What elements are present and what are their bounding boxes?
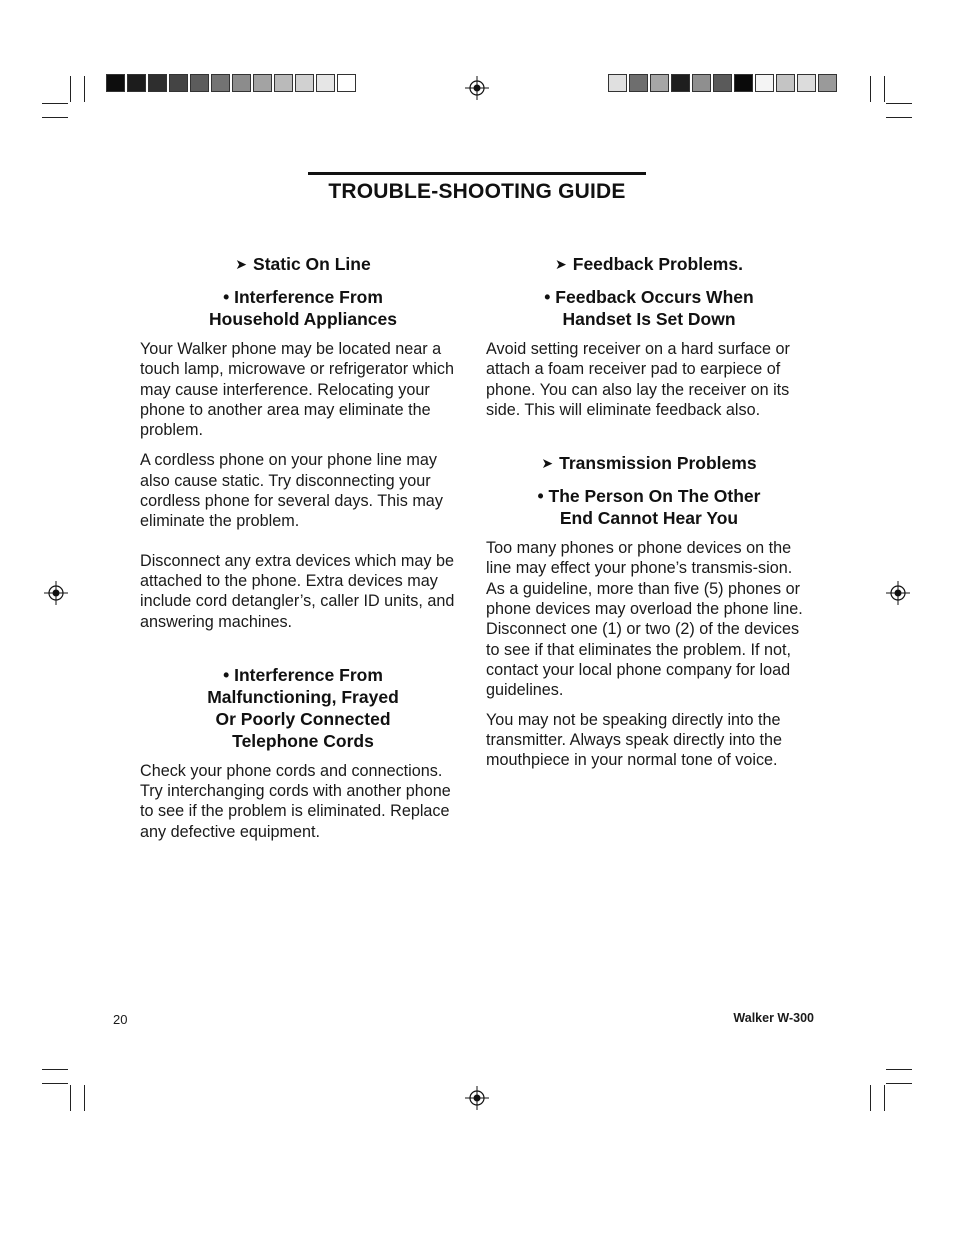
subheading-line: Handset Is Set Down — [562, 309, 736, 329]
section-heading-transmission-problems — [486, 452, 812, 475]
color-swatch — [127, 74, 146, 92]
color-swatch — [755, 74, 774, 92]
crop-mark — [84, 76, 85, 102]
paragraph: Disconnect any extra devices which may be attached to the phone. Extra devices may include cord detangler’s, caller ID units, and answering machines. — [140, 551, 455, 631]
color-swatch — [169, 74, 188, 92]
crop-mark — [42, 103, 68, 104]
right-column — [486, 253, 812, 770]
color-swatch — [734, 74, 753, 92]
registration-target-icon — [886, 581, 910, 605]
crop-mark — [42, 1069, 68, 1070]
section-heading-static-on-line — [140, 253, 466, 276]
subheading-line: Malfunctioning, Frayed — [207, 686, 399, 707]
arrow-bullet-icon: ➤ — [541, 455, 554, 472]
registration-target-icon — [465, 1086, 489, 1110]
product-name: Walker W-300 — [733, 1011, 814, 1025]
color-swatch — [253, 74, 272, 92]
crop-mark — [886, 1069, 912, 1070]
subheading-line: Telephone Cords — [232, 730, 374, 751]
paragraph: Avoid setting receiver on a hard surface or attach a foam receiver pad to earpiece of phone. You can also lay the receiver on its side. This will eliminate feedback also. — [486, 340, 790, 419]
crop-mark — [42, 1083, 68, 1084]
color-swatch — [148, 74, 167, 92]
crop-mark — [884, 1085, 885, 1111]
crop-mark — [886, 103, 912, 104]
subheading-household-appliances — [140, 286, 466, 330]
crop-mark — [70, 76, 71, 102]
color-swatch — [608, 74, 627, 92]
color-swatch — [295, 74, 314, 92]
subheading-person-cannot-hear — [486, 485, 812, 529]
crop-mark — [884, 76, 885, 102]
section-heading-feedback-problems — [486, 253, 812, 276]
color-swatch — [232, 74, 251, 92]
color-swatch — [211, 74, 230, 92]
subheading-line: • Interference From — [223, 664, 383, 685]
subheading-line: End Cannot Hear You — [559, 508, 739, 529]
color-swatch — [650, 74, 669, 92]
subheading-line: • The Person On The Other — [537, 486, 761, 507]
crop-mark — [42, 117, 68, 118]
section-heading-text: Static On Line — [253, 254, 371, 274]
color-calibration-bar-left — [106, 74, 358, 94]
paragraph: A cordless phone on your phone line may also cause static. Try disconnecting your cordless phone for several days. This may eliminate the problem. — [140, 451, 443, 531]
color-swatch — [713, 74, 732, 92]
color-swatch — [106, 74, 125, 92]
color-swatch — [190, 74, 209, 92]
color-swatch — [337, 74, 356, 92]
subheading-line: Or Poorly Connected — [215, 708, 391, 729]
page-number: 20 — [113, 1012, 128, 1027]
crop-mark — [70, 1085, 71, 1111]
title-rule — [308, 172, 646, 175]
arrow-bullet-icon: ➤ — [235, 256, 248, 272]
subheading-feedback-occurs — [486, 286, 812, 330]
color-swatch — [274, 74, 293, 92]
section-heading-text: Transmission Problems — [559, 453, 757, 474]
subheading-malfunctioning-cords — [140, 664, 466, 752]
crop-mark — [886, 1083, 912, 1084]
page-title: TROUBLE-SHOOTING GUIDE — [328, 180, 626, 203]
crop-mark — [886, 117, 912, 118]
crop-mark — [84, 1085, 85, 1111]
color-swatch — [797, 74, 816, 92]
subheading-line: Household Appliances — [209, 309, 397, 329]
paragraph: Too many phones or phone devices on the line may effect your phone’s transmis-sion. As a guideline, more than five (5) phones or phone devices may overload the phone line. Disconnect one (1) or two (2) of the devices to see if that eliminates the problem. If not, contact your local phone company for load guidelines. — [486, 539, 803, 700]
registration-target-icon — [44, 581, 68, 605]
color-calibration-bar-right — [608, 74, 839, 94]
subheading-line: • Interference From — [223, 287, 383, 307]
color-swatch — [629, 74, 648, 92]
color-swatch — [316, 74, 335, 92]
section-heading-text: Feedback Problems. — [572, 254, 743, 274]
paragraph: You may not be speaking directly into the transmitter. Always speak directly into the mouthpiece in your normal tone of voice. — [486, 710, 782, 770]
color-swatch — [692, 74, 711, 92]
paragraph: Check your phone cords and connections. Try interchanging cords with another phone to see if the problem is eliminated. Replace any defective equipment. — [140, 761, 451, 841]
color-swatch — [818, 74, 837, 92]
subheading-line: • Feedback Occurs When — [544, 287, 754, 307]
left-column — [140, 253, 466, 842]
registration-target-icon — [465, 76, 489, 100]
color-swatch — [776, 74, 795, 92]
crop-mark — [870, 1085, 871, 1111]
paragraph: Your Walker phone may be located near a touch lamp, microwave or refrigerator which may cause interference. Relocating your phone to another area may eliminate the problem. — [140, 340, 454, 440]
arrow-bullet-icon: ➤ — [555, 256, 567, 272]
crop-mark — [870, 76, 871, 102]
color-swatch — [671, 74, 690, 92]
